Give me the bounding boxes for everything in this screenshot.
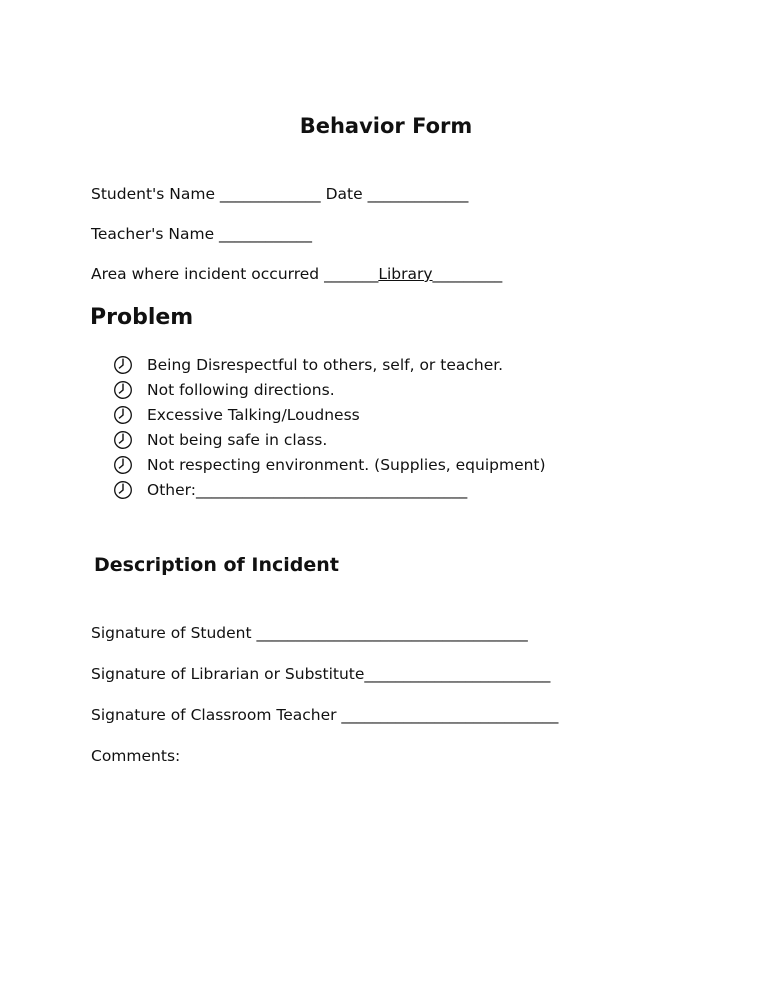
- librarian-signature-line: Signature of Librarian or Substitute________________________: [91, 665, 551, 683]
- teacher-name-line: Teacher's Name ____________: [91, 225, 313, 243]
- form-title: Behavior Form: [299, 114, 473, 138]
- clock-icon: [113, 380, 133, 400]
- teacher-signature-line: Signature of Classroom Teacher ____________________________: [91, 706, 559, 724]
- clock-icon: [113, 430, 133, 450]
- area-label: Area where incident occurred _______: [91, 265, 379, 283]
- problem-heading: Problem: [90, 305, 194, 330]
- problem-item-label: Other:___________________________________: [147, 480, 468, 499]
- clock-icon: [113, 480, 133, 500]
- area-blank: _________: [432, 265, 503, 283]
- student-name-date-line: Student's Name _____________ Date _____________: [91, 185, 469, 203]
- area-value: Library: [378, 265, 433, 283]
- problem-item-label: Excessive Talking/Loudness: [147, 405, 360, 424]
- problem-item-label: Not being safe in class.: [147, 430, 328, 449]
- clock-icon: [113, 405, 133, 425]
- problem-item: [113, 452, 546, 477]
- problem-item-label: Being Disrespectful to others, self, or teacher.: [147, 355, 504, 374]
- problem-item: [113, 477, 546, 502]
- description-heading: Description of Incident: [94, 554, 339, 576]
- problem-list: [113, 352, 546, 502]
- problem-item: [113, 377, 546, 402]
- comments-label: Comments:: [91, 747, 181, 765]
- problem-item: [113, 402, 546, 427]
- clock-icon: [113, 355, 133, 375]
- problem-item-label: Not respecting environment. (Supplies, equipment): [147, 455, 546, 474]
- student-signature-line: Signature of Student ___________________________________: [91, 624, 528, 642]
- incident-area-line: [91, 265, 502, 283]
- problem-item-label: Not following directions.: [147, 380, 335, 399]
- problem-item: [113, 352, 546, 377]
- problem-item: [113, 427, 546, 452]
- clock-icon: [113, 455, 133, 475]
